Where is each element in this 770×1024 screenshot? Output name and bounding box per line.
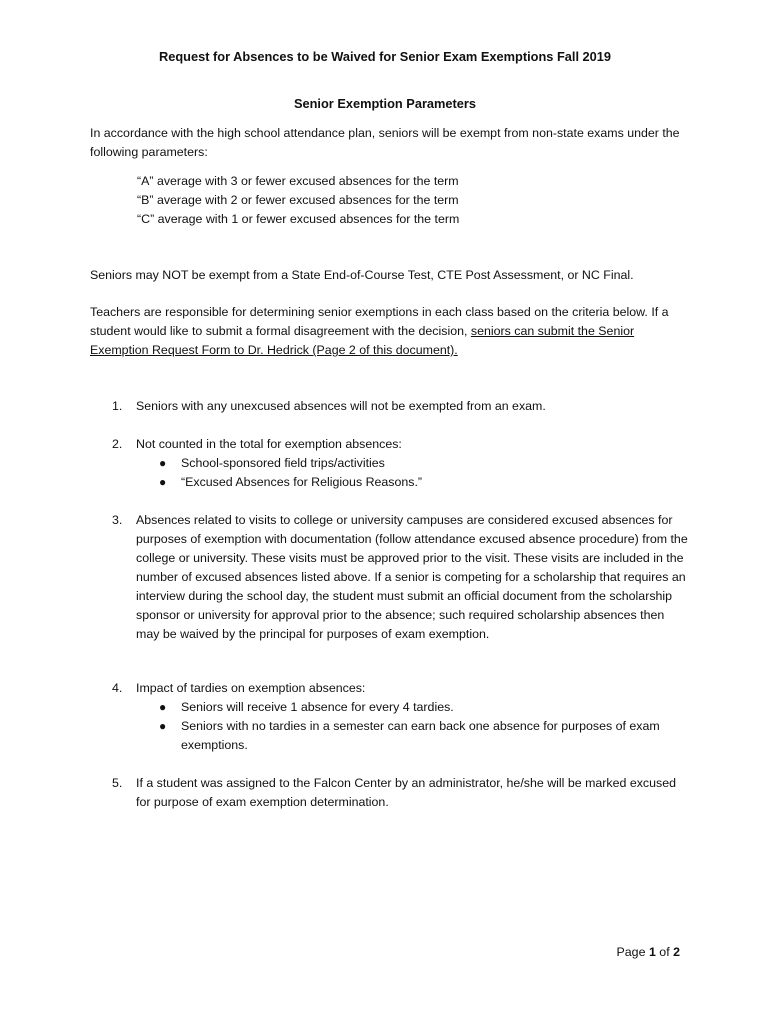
rule-bullet-list (136, 698, 690, 755)
rule-bullet-text: Seniors will receive 1 absence for every 4 tardies. (181, 700, 454, 714)
rule-bullet-text: School-sponsored field trips/activities (181, 456, 385, 470)
grade-criterion-b: “B” average with 2 or fewer excused absences for the term (137, 193, 459, 207)
not-exempt-note: Seniors may NOT be exempt from a State End-of-Course Test, CTE Post Assessment, or NC Final. (90, 268, 634, 282)
bullet-icon: ● (159, 700, 167, 714)
rule-number: 5. (112, 776, 123, 790)
rules-list-2 (90, 435, 690, 492)
rule-bullet (136, 454, 690, 473)
bullet-icon: ● (159, 719, 167, 733)
teachers-note-text: Teachers are responsible for determining senior exemptions in each class based on the criteria below. If a student would like to submit a formal disagreement with the decision, (90, 305, 669, 338)
rule-item-5 (90, 774, 690, 812)
current-page: 1 (648, 945, 656, 959)
rule-item-3 (90, 511, 690, 644)
rule-bullet (136, 473, 690, 492)
of-label: of (659, 945, 670, 959)
rules-list-5 (90, 774, 690, 812)
rule-text: Seniors with any unexcused absences will not be exempted from an exam. (136, 399, 546, 413)
grade-criteria-list (137, 172, 459, 229)
grade-criterion-c: “C” average with 1 or fewer excused absences for the term (137, 212, 460, 226)
rule-bullet (136, 717, 690, 755)
rule-number: 2. (112, 437, 123, 451)
document-title: Request for Absences to be Waived for Senior Exam Exemptions Fall 2019 (158, 49, 612, 64)
rule-item-2 (90, 435, 690, 492)
rule-bullet (136, 698, 690, 717)
rule-bullet-text: “Excused Absences for Religious Reasons.” (181, 475, 423, 489)
rule-text: Absences related to visits to college or university campuses are considered excused absences for purposes of exemption with documentation (follow attendance excused absence procedure) from the college or university. These visits must be approved prior to the visit. These visits are included in the number of excused absences listed above. If a senior is competing for a scholarship that requires an interview during the school day, the student must submit an official document from the scholarship sponsor or university for approval prior to the absence; such required scholarship absences then may be waived by the principal for purposes of exam exemption. (136, 513, 688, 641)
rules-list-1 (90, 397, 690, 416)
rule-number: 1. (112, 399, 123, 413)
request-form-link[interactable]: seniors can submit the Senior Exemption Request Form to Dr. Hedrick (Page 2 of this document). (90, 324, 635, 357)
rule-text: Impact of tardies on exemption absences: (136, 681, 366, 695)
rule-text: Not counted in the total for exemption absences: (136, 437, 402, 451)
rule-item-4 (90, 679, 690, 755)
section-heading: Senior Exemption Parameters (293, 96, 477, 111)
rule-number: 4. (112, 681, 123, 695)
intro-paragraph: In accordance with the high school attendance plan, seniors will be exempt from non-state exams under the following parameters: (90, 126, 680, 159)
total-pages: 2 (673, 945, 680, 959)
rule-bullet-list (136, 454, 690, 492)
rule-item-1 (90, 397, 690, 416)
rules-list-4 (90, 679, 690, 755)
rule-number: 3. (112, 513, 123, 527)
grade-criterion-a: “A” average with 3 or fewer excused absences for the term (137, 174, 459, 188)
rule-text: If a student was assigned to the Falcon Center by an administrator, he/she will be marked excused for purpose of exam exemption determination. (136, 776, 676, 809)
page-number-footer (617, 943, 680, 962)
rule-bullet-text: Seniors with no tardies in a semester can earn back one absence for purposes of exam exemptions. (181, 719, 660, 752)
page-label: Page (616, 945, 646, 959)
bullet-icon: ● (159, 456, 167, 470)
teachers-note (90, 303, 690, 360)
rules-list-3 (90, 511, 690, 644)
bullet-icon: ● (159, 475, 167, 489)
